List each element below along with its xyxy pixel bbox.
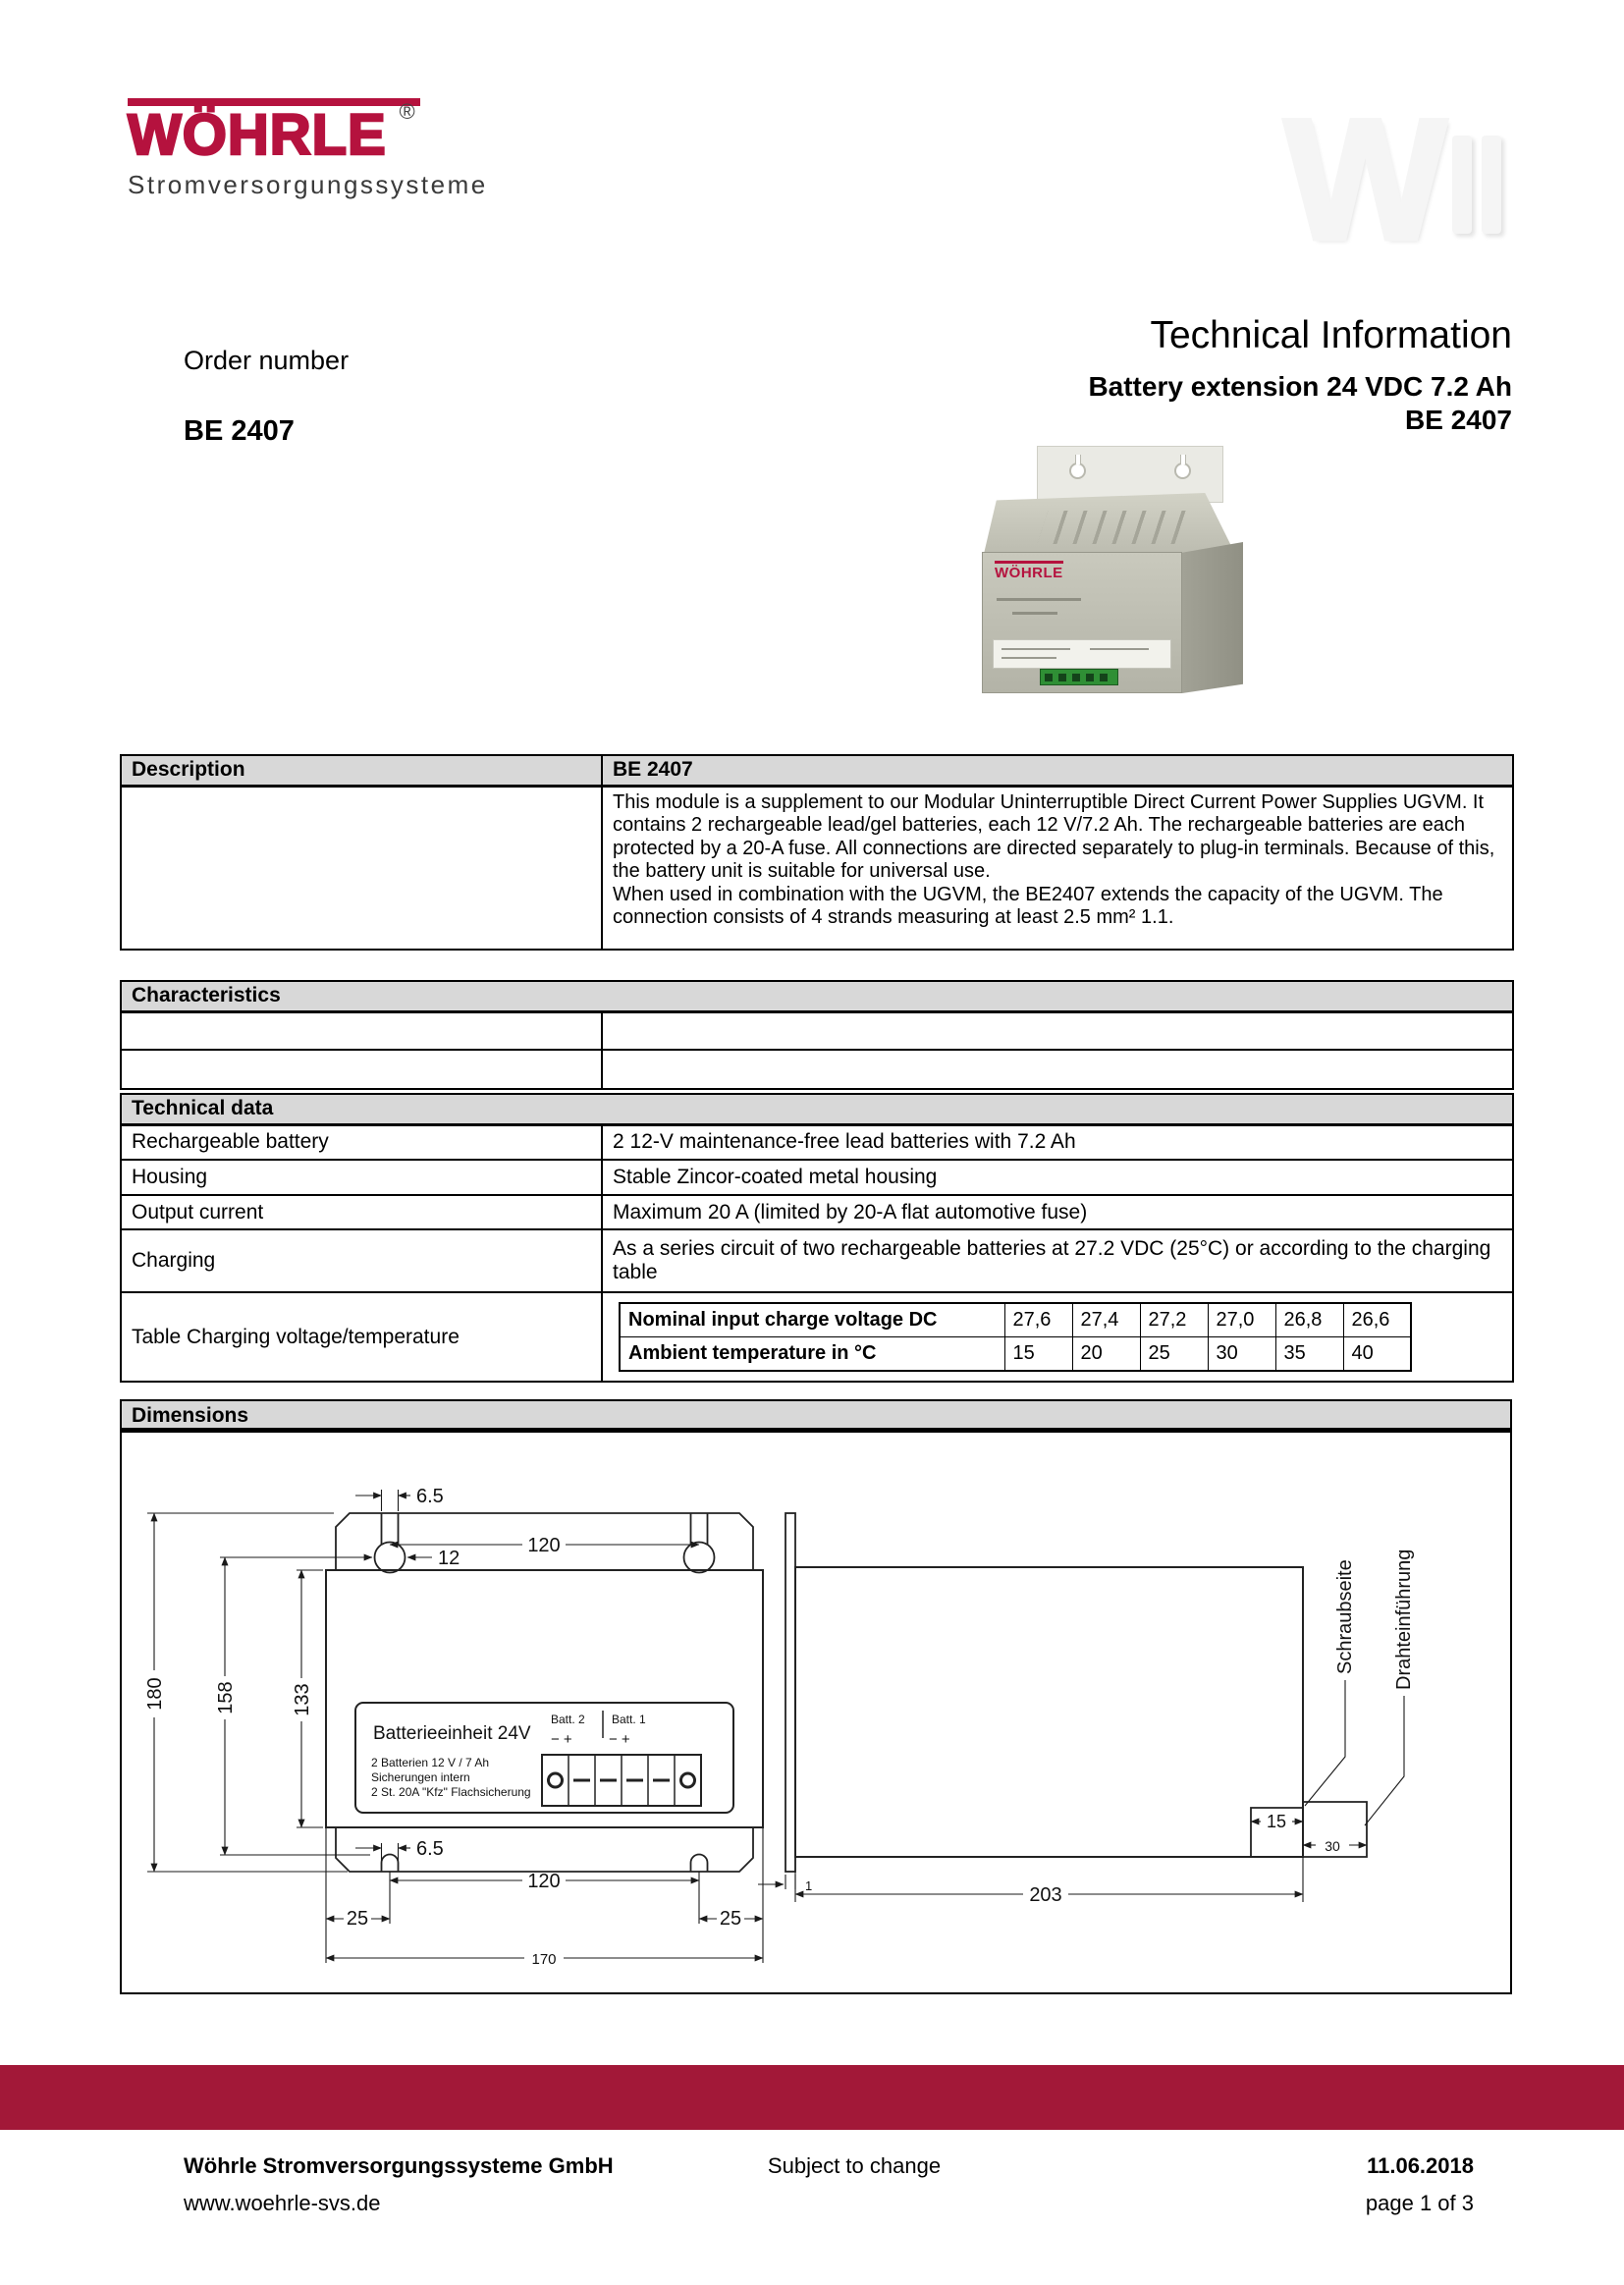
- charging-voltage-table: [619, 1302, 1412, 1372]
- label-wire-entry: Drahteinführung: [1393, 1549, 1415, 1690]
- photo-keyhole-left: [1069, 462, 1086, 479]
- description-table: [120, 754, 1514, 951]
- panel-line-2: Sicherungen intern: [371, 1770, 470, 1784]
- technical-data-header: Technical data: [121, 1094, 1513, 1124]
- photo-front-face: [982, 552, 1182, 693]
- charging-value: 15: [1004, 1337, 1072, 1372]
- dim-hole-spacing-top: 120: [527, 1535, 561, 1556]
- row-label: Charging: [121, 1229, 602, 1292]
- panel-polarity-1: − +: [609, 1731, 630, 1748]
- label-screw-side: Schraubseite: [1334, 1559, 1356, 1674]
- front-view-outline: [326, 1513, 763, 1872]
- row-value: As a series circuit of two rechargeable batteries at 27.2 VDC (25°C) or according to the charging table: [602, 1229, 1513, 1292]
- dim-margin-left: 25: [346, 1908, 369, 1930]
- row-value: Maximum 20 A (limited by 20-A flat automotive fuse): [602, 1195, 1513, 1229]
- panel-batt1: Batt. 1: [612, 1713, 646, 1726]
- charging-value: 30: [1208, 1337, 1275, 1372]
- dim-wire-entry-depth: 30: [1325, 1838, 1340, 1854]
- charging-table-cell: [602, 1292, 1513, 1382]
- characteristics-cell: [602, 1050, 1513, 1089]
- description-empty-cell: [121, 786, 602, 950]
- logo-text: WÖHRLE: [128, 103, 387, 167]
- panel-line-3: 2 St. 20A "Kfz" Flachsicherung: [371, 1785, 531, 1799]
- page-title: Technical Information: [1150, 314, 1512, 356]
- side-dimension-labels: [805, 1550, 1415, 1906]
- photo-top-face: [984, 493, 1235, 554]
- characteristics-table: [120, 980, 1514, 1090]
- description-model-header: BE 2407: [602, 755, 1513, 786]
- characteristics-cell: [602, 1011, 1513, 1050]
- logo-subtitle: Stromversorgungssysteme: [128, 169, 488, 199]
- dimensions-header: Dimensions: [120, 1399, 1512, 1430]
- footer-company-block: [184, 2153, 614, 2216]
- charging-value: 27,4: [1072, 1303, 1140, 1337]
- panel-line-1: 2 Batterien 12 V / 7 Ah: [371, 1756, 490, 1769]
- footer-company: Wöhrle Stromversorgungssysteme GmbH: [184, 2153, 614, 2178]
- dim-slot-top: 6.5: [416, 1486, 444, 1507]
- company-logo: [128, 98, 488, 200]
- order-number-value: BE 2407: [184, 415, 295, 447]
- footer-accent-bar: [0, 2065, 1624, 2130]
- photo-keyhole-right: [1174, 462, 1191, 479]
- dim-height-holes: 158: [215, 1681, 237, 1714]
- charging-value: 20: [1072, 1337, 1140, 1372]
- panel-polarity-2: − +: [551, 1731, 572, 1748]
- dim-hole-dia: 12: [438, 1548, 460, 1569]
- product-title: Battery extension 24 VDC 7.2 Ah: [1088, 371, 1512, 402]
- logo-wordmark: [128, 99, 416, 167]
- footer-page-number: page 1 of 3: [1365, 2191, 1474, 2215]
- title-block: [1088, 314, 1512, 436]
- charging-value: 26,8: [1275, 1303, 1343, 1337]
- characteristics-cell: [121, 1011, 602, 1050]
- technical-data-table: [120, 1093, 1514, 1383]
- dimensions-box: [120, 1430, 1512, 1994]
- order-block: [184, 346, 349, 448]
- footer-website: www.woehrle-svs.de: [184, 2191, 381, 2215]
- registered-trademark-icon: ®: [399, 99, 416, 124]
- row-label: Table Charging voltage/temperature: [121, 1292, 602, 1382]
- dim-height-body: 133: [292, 1683, 313, 1716]
- photo-terminal-block: [1040, 669, 1118, 685]
- watermark-logo: [1284, 84, 1501, 276]
- dim-depth-total: 203: [1029, 1884, 1062, 1906]
- characteristics-cell: [121, 1050, 602, 1089]
- watermark-bars-icon: [1452, 136, 1501, 234]
- footer-page-block: [1178, 2153, 1474, 2216]
- charging-value: 27,2: [1140, 1303, 1208, 1337]
- product-code: BE 2407: [1405, 405, 1512, 435]
- side-dimension-lines: [758, 1680, 1404, 1902]
- row-value: Stable Zincor-coated metal housing: [602, 1160, 1513, 1195]
- footer-notice: Subject to change: [767, 2153, 942, 2178]
- description-paragraph-2: When used in combination with the UGVM, the BE2407 extends the capacity of the UGVM. The connection consists of 4 strands measuring at least 2.5 mm² 1.1.: [613, 883, 1443, 929]
- dim-plate-thickness: 1: [805, 1878, 813, 1893]
- product-photo: [980, 444, 1247, 695]
- photo-vent-slots: [1037, 511, 1195, 544]
- dim-slot-bottom: 6.5: [416, 1838, 444, 1860]
- photo-brand-logo: WÖHRLE: [995, 561, 1063, 581]
- dim-terminal-offset: 15: [1266, 1812, 1287, 1831]
- photo-side-face: [1182, 542, 1243, 693]
- order-number-label: Order number: [184, 346, 350, 375]
- charging-row-label: Ambient temperature in °C: [620, 1337, 1004, 1372]
- photo-label-strip: [993, 639, 1171, 669]
- charging-value: 27,6: [1004, 1303, 1072, 1337]
- charging-value: 40: [1343, 1337, 1411, 1372]
- dim-width-total: 170: [531, 1951, 557, 1968]
- characteristics-header: Characteristics: [121, 981, 1513, 1011]
- panel-title: Batterieeinheit 24V: [373, 1723, 531, 1744]
- row-label: Housing: [121, 1160, 602, 1195]
- footer-date: 11.06.2018: [1367, 2153, 1474, 2178]
- charging-value: 27,0: [1208, 1303, 1275, 1337]
- charging-row-label: Nominal input charge voltage DC: [620, 1303, 1004, 1337]
- dim-hole-spacing-bottom: 120: [527, 1871, 561, 1892]
- panel-batt2: Batt. 2: [551, 1713, 585, 1726]
- row-value: 2 12-V maintenance-free lead batteries with 7.2 Ah: [602, 1124, 1513, 1160]
- charging-value: 25: [1140, 1337, 1208, 1372]
- description-paragraph-1: This module is a supplement to our Modular Uninterruptible Direct Current Power Supplies UGVM. It contains 2 rechargeable lead/gel batteries, each 12 V/7.2 Ah. The rechargeable batteries are each protected by a 20-A fuse. All connections are directed separately to plug-in terminals. Because of this, the battery unit is suitable for universal use.: [613, 790, 1495, 883]
- dimensions-drawing: [122, 1433, 1510, 1992]
- watermark-w-icon: W: [1284, 84, 1447, 276]
- description-header: Description: [121, 755, 602, 786]
- charging-value: 35: [1275, 1337, 1343, 1372]
- dim-height-outer: 180: [144, 1677, 166, 1711]
- dim-margin-right: 25: [719, 1908, 742, 1930]
- description-body-cell: [602, 786, 1513, 950]
- row-label: Output current: [121, 1195, 602, 1229]
- row-label: Rechargeable battery: [121, 1124, 602, 1160]
- charging-value: 26,6: [1343, 1303, 1411, 1337]
